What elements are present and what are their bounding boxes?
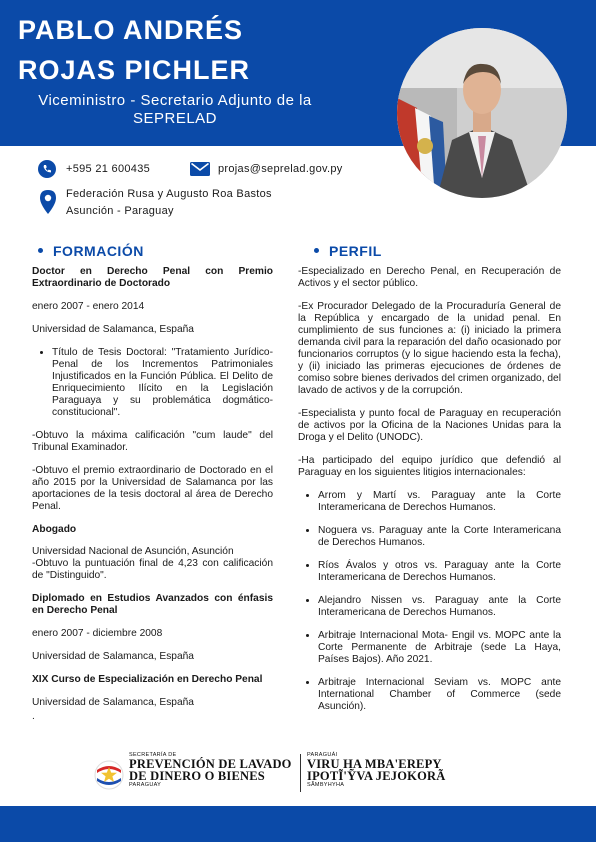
phone-icon [38, 160, 56, 178]
profile-paragraph: -Especialista y punto focal de Paraguay en recuperación de activos por la Oficina de la Naciones Unidas para la Droga y el Delito (UNODC). [298, 408, 561, 443]
list-item: • Ríos Ávalos y otros vs. Paraguay ante la Corte Interamericana de Derechos Humanos. [318, 560, 561, 584]
portrait-illustration [397, 28, 567, 198]
perfil-heading [314, 243, 382, 259]
education-place: Universidad de Salamanca, España [32, 697, 194, 708]
list-item: • Alejandro Nissen vs. Paraguay ante la Corte Interamericana de Derechos Humanos. [318, 595, 561, 619]
logo-top-small: SECRETARÍA DE [129, 752, 177, 758]
logo-gn-bottom-small: SÃMBYHYHA [307, 782, 345, 788]
logo-gn-line-2: IPOTĨ'ỸVA JEJOKORÃ [307, 769, 446, 783]
logo-divider [300, 754, 301, 792]
profile-paragraph: -Especializado en Derecho Penal, en Recuperación de Activos y el sector público. [298, 266, 561, 289]
education-title: Doctor en Derecho Penal con Premio Extraordinario de Doctorado [32, 266, 273, 289]
education-title: Diplomado en Estudios Avanzados con énfasis en Derecho Penal [32, 593, 273, 616]
education-place: Universidad de Salamanca, España [32, 651, 194, 662]
trailing-dot: . [32, 711, 35, 722]
list-item: • Título de Tesis Doctoral: "Tratamiento Jurídico-Penal de los Incrementos Patrimoniales Injustificados en la Función Pública. El Delito de Enriquecimiento Ilícito en la Legislación Paraguaya y su problemática dogmático-constitucional". [52, 347, 273, 419]
name-line-1: PABLO ANDRÉS [18, 15, 244, 45]
profile-paragraph: -Ex Procurador Delegado de la Procuraduría General de la República y encargado de la unidad penal. En cumplimiento de sus funciones a: (i) iniciado la primera demanda civil para la reparación del daño ocasionado por funcionarios corruptos (y lo sigue haciendo esta la fecha), y (ii) iniciado las primeras ejecuciones de órdenes de comiso sobre bienes derivados del crimen organizado, del lavado de activos y de la corrupción. [298, 301, 561, 396]
phone-number[interactable]: +595 21 600435 [66, 163, 151, 175]
list-item: • Noguera vs. Paraguay ante la Corte Interamericana de Derechos Humanos. [318, 525, 561, 549]
education-note: -Obtuvo el premio extraordinario de Doctorado en el año 2015 por la Universidad de Salamanca por las aportaciones de la tesis doctoral al área de Derecho Penal. [32, 465, 273, 512]
email-address[interactable]: projas@seprelad.gov.py [218, 163, 343, 175]
formacion-title-text: FORMACIÓN [53, 243, 144, 259]
role-line-1: Viceministro - Secretario Adjunto de la [38, 92, 312, 109]
footer-banner [0, 806, 596, 842]
address-line-1: Federación Rusa y Augusto Roa Bastos [66, 188, 272, 200]
person-name [18, 10, 250, 90]
perfil-title-text: PERFIL [329, 243, 382, 259]
education-dates: enero 2007 - enero 2014 [32, 301, 145, 312]
bullet-dot [314, 248, 319, 253]
person-role [10, 92, 340, 128]
bullet-dot [38, 248, 43, 253]
education-dates: enero 2007 - diciembre 2008 [32, 628, 163, 639]
logo-line-2: DE DINERO O BIENES [129, 769, 265, 783]
education-note: -Obtuvo la máxima calificación "cum laude" del Tribunal Examinador. [32, 430, 273, 453]
education-note: -Obtuvo la puntuación final de 4,23 con calificación de "Distinguido". [32, 558, 273, 581]
seprelad-logo [94, 752, 554, 796]
star-emblem-icon [94, 760, 124, 790]
logo-bottom-small: PARAGUAY [129, 782, 162, 788]
education-title: Abogado [32, 524, 77, 535]
list-item: • Arbitraje Internacional Seviam vs. MOPC ante International Chamber of Commerce (sede Asunción). [318, 677, 561, 713]
profile-paragraph: -Ha participado del equipo jurídico que defendió al Paraguay en los siguientes litigios internacionales: [298, 455, 561, 478]
address-line-2: Asunción - Paraguay [66, 205, 174, 217]
formacion-column [32, 266, 273, 734]
logo-gn-top-small: PARAGUÁI [307, 752, 338, 758]
thesis-list [32, 347, 273, 419]
education-title: XIX Curso de Especialización en Derecho Penal [32, 674, 263, 685]
list-item: • Arbitraje Internacional Mota- Engil vs. MOPC ante la Corte Permanente de Arbitraje (sede La Haya, Países Bajos). Año 2021. [318, 630, 561, 666]
perfil-column [298, 266, 561, 724]
logo-gn-line-1: VIRU HA MBA'EREPY [307, 757, 442, 771]
education-place: Universidad Nacional de Asunción, Asunción [32, 546, 234, 557]
litigation-list [298, 490, 561, 713]
formacion-heading [38, 243, 144, 259]
role-line-2: SEPRELAD [132, 110, 218, 127]
list-item: • Arrom y Martí vs. Paraguay ante la Corte Interamericana de Derechos Humanos. [318, 490, 561, 514]
profile-photo [397, 28, 567, 198]
logo-line-1: PREVENCIÓN DE LAVADO [129, 757, 292, 771]
name-line-2: ROJAS PICHLER [18, 55, 251, 85]
location-pin-icon [40, 190, 56, 214]
email-icon [190, 162, 210, 176]
education-place: Universidad de Salamanca, España [32, 324, 194, 335]
